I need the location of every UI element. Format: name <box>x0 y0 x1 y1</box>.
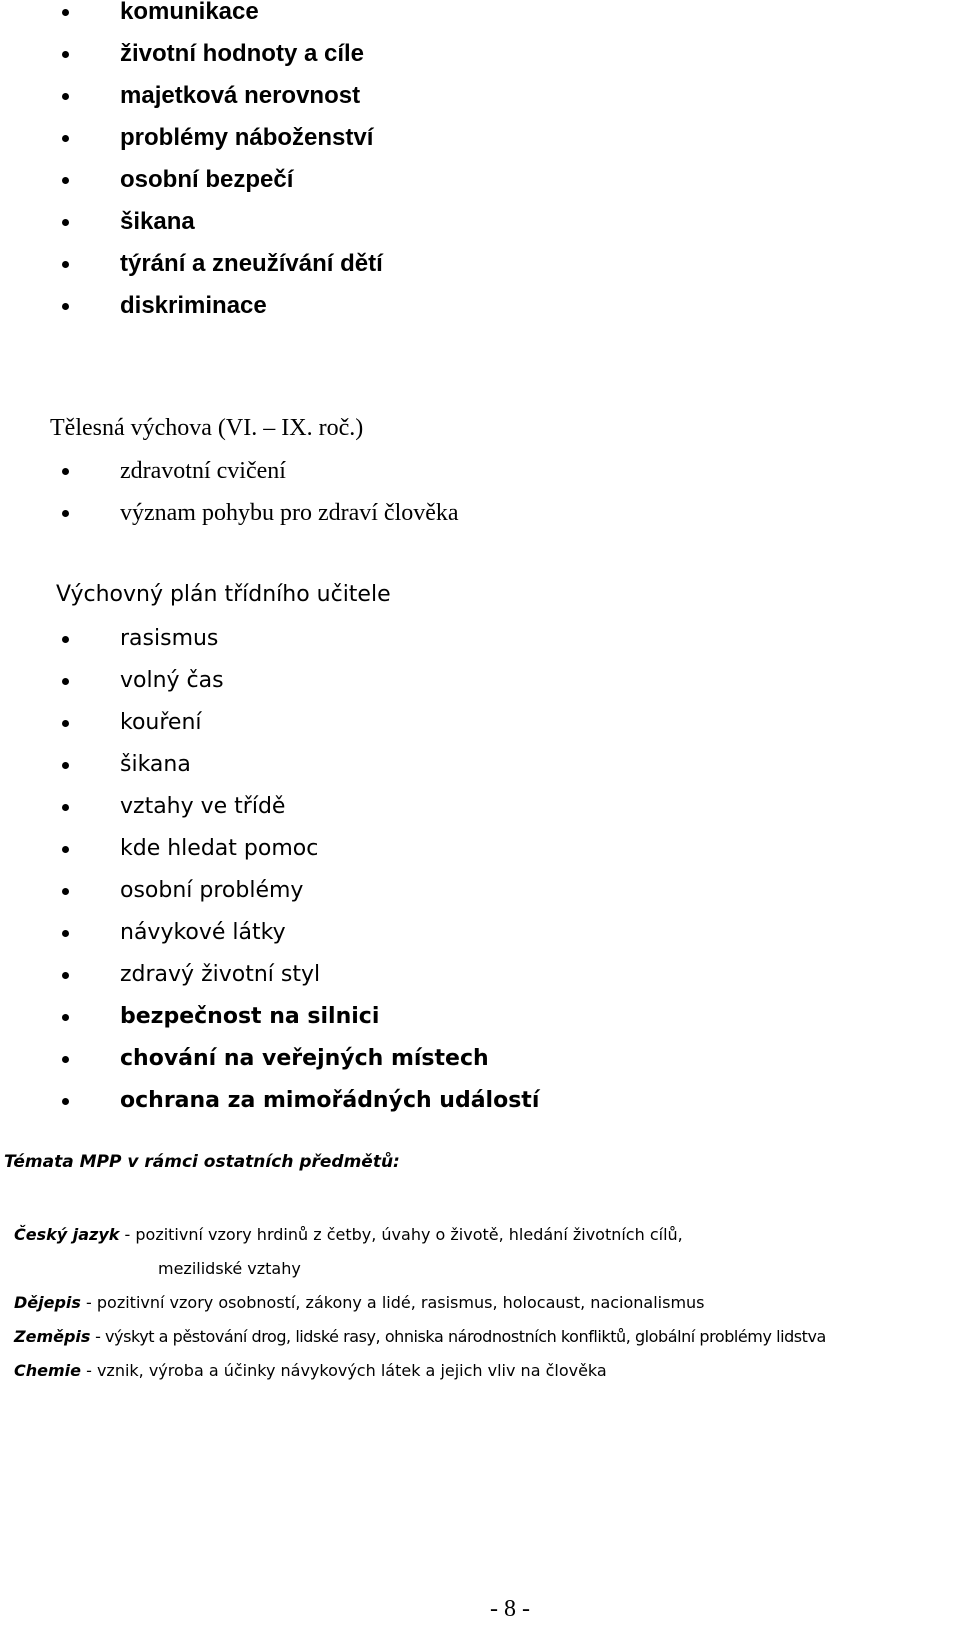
list-item: ochrana za mimořádných událostí <box>0 1080 539 1122</box>
list-item: majetková nerovnost <box>0 75 383 117</box>
list-item: vztahy ve třídě <box>0 786 320 828</box>
bullet-icon <box>62 930 69 937</box>
subject-name: Dějepis <box>14 1293 81 1312</box>
topic-list-pe <box>0 450 459 534</box>
list-item: rasismus <box>0 618 320 660</box>
bullet-icon <box>62 972 69 979</box>
page-number: - 8 - <box>490 1596 530 1622</box>
bullet-icon <box>62 9 69 16</box>
subject-text: - pozitivní vzory osobností, zákony a lidé, rasismus, holocaust, nacionalismus <box>80 1293 705 1312</box>
list-item: chování na veřejných místech <box>0 1038 539 1080</box>
list-item: zdravý životní styl <box>0 954 320 996</box>
subject-text: - pozitivní vzory hrdinů z četby, úvahy o životě, hledání životních cílů, <box>119 1225 683 1244</box>
section-heading-pe: Tělesná výchova (VI. – IX. roč.) <box>50 415 364 441</box>
list-item: šikana <box>0 201 383 243</box>
list-item: diskriminace <box>0 285 383 327</box>
bullet-icon <box>62 219 69 226</box>
bullet-icon <box>62 93 69 100</box>
section-heading-mpp: Témata MPP v rámci ostatních předmětů: <box>4 1152 400 1172</box>
subject-name: Chemie <box>14 1361 81 1380</box>
bullet-icon <box>62 135 69 142</box>
subject-row <box>14 1286 826 1320</box>
list-item: volný čas <box>0 660 320 702</box>
bullet-icon <box>62 1014 69 1021</box>
list-item: návykové látky <box>0 912 320 954</box>
subject-text: - výskyt a pěstování drog, lidské rasy, ohniska národnostních konfliktů, globální problémy lidstva <box>90 1327 826 1346</box>
bullet-icon <box>62 636 69 643</box>
bullet-icon <box>62 510 69 517</box>
bullet-icon <box>62 804 69 811</box>
bullet-icon <box>62 1056 69 1063</box>
bullet-icon <box>62 720 69 727</box>
subject-name: Český jazyk <box>14 1225 120 1244</box>
list-item: problémy náboženství <box>0 117 383 159</box>
list-item: kouření <box>0 702 320 744</box>
subject-row <box>14 1354 826 1388</box>
list-item: osobní bezpečí <box>0 159 383 201</box>
subject-row <box>14 1320 826 1354</box>
topic-list-class-plan-safety <box>0 996 539 1122</box>
bullet-icon <box>62 261 69 268</box>
bullet-icon <box>62 846 69 853</box>
list-item: význam pohybu pro zdraví člověka <box>0 492 459 534</box>
subject-row <box>14 1218 826 1252</box>
bullet-icon <box>62 762 69 769</box>
bullet-icon <box>62 1098 69 1105</box>
subject-topics <box>14 1218 826 1388</box>
list-item: životní hodnoty a cíle <box>0 33 383 75</box>
subject-text: - vznik, výroba a účinky návykových látek a jejich vliv na člověka <box>81 1361 607 1380</box>
bullet-icon <box>62 51 69 58</box>
section-heading-class-plan: Výchovný plán třídního učitele <box>56 582 391 607</box>
subject-name: Zeměpis <box>14 1327 91 1346</box>
bullet-icon <box>62 303 69 310</box>
bullet-icon <box>62 177 69 184</box>
list-item: zdravotní cvičení <box>0 450 459 492</box>
topic-list-class-plan <box>0 618 320 996</box>
list-item: bezpečnost na silnici <box>0 996 539 1038</box>
list-item: osobní problémy <box>0 870 320 912</box>
bullet-icon <box>62 678 69 685</box>
subject-row-continuation: mezilidské vztahy <box>158 1259 301 1278</box>
list-item: kde hledat pomoc <box>0 828 320 870</box>
list-item: komunikace <box>0 0 383 33</box>
bullet-icon <box>62 468 69 475</box>
bullet-icon <box>62 888 69 895</box>
list-item: týrání a zneužívání dětí <box>0 243 383 285</box>
topic-list-general <box>0 0 383 327</box>
list-item: šikana <box>0 744 320 786</box>
